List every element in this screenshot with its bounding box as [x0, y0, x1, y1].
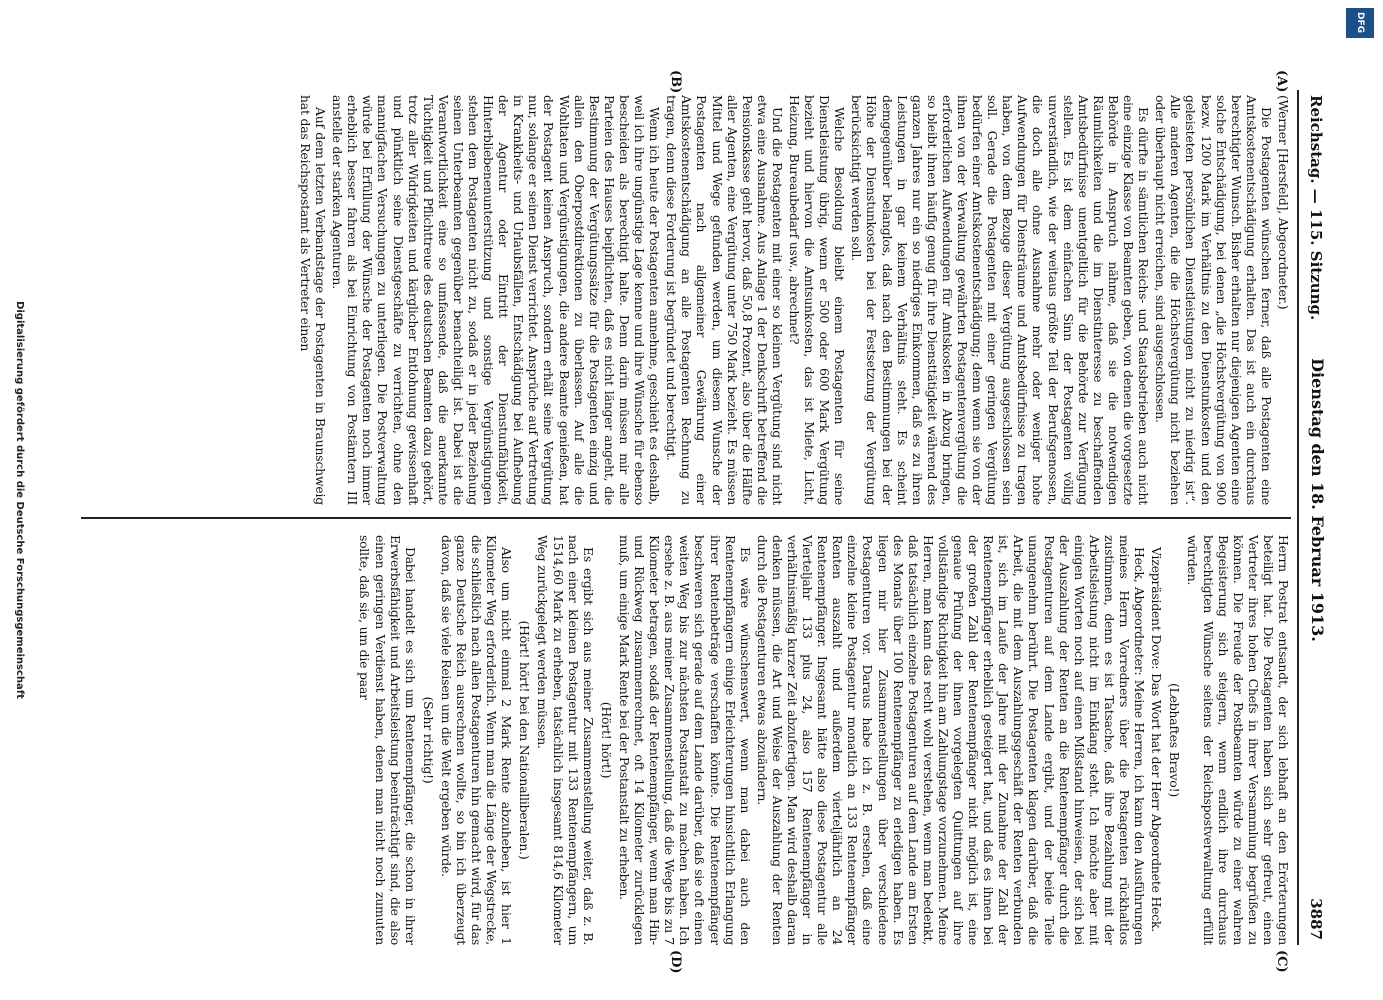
paragraph: Welche Besoldung bleibt einem Postagenten für seine Dienstleistung übrig, wenn er 500 oder 600 Mark Vergütung bezieht und hiervon die Amtsunkosten, das ist Miete, Licht, Heizung, Bureaubedarf usw., abrechnet? — [787, 95, 848, 505]
right-column — [81, 535, 1291, 945]
interjection: (Sehr richtig!) — [420, 696, 436, 784]
margin-marker-c: (C) — [1274, 950, 1289, 973]
dfg-logo: DFG — [1346, 8, 1374, 38]
column-divider — [81, 517, 1291, 519]
header-date: Dienstag den 18. Februar 1913. — [1308, 358, 1327, 642]
paragraph: Es wäre wünschenswert, wenn man dabei auch den Rentenempfängern einige Erleichterungen hinsichtlich Erlangung ihrer Rentenbeträge verschaffen könnte. Die Rentenempfänger beschweren sich gerade auf dem Lande darüber, daß sie oft einen weiten Weg bis zur nächsten Postanstalt zu machen haben. Ich ersehe z. B. aus meiner Zusammenstellung, daß die Wege bis zu 7 Kilometer betragen, sodaß der Rentenempfänger, wenn man Hin- und Rückweg zusammenrechnet, oft 14 Kilometer zurücklegen muß, um einige Mark Rente bei der Postanstalt zu erheben. — [616, 535, 753, 945]
digitization-credit: Digitalisierung gefördert durch die Deutsche Forschungsgemeinschaft — [14, 301, 25, 699]
margin-marker-d: (D) — [668, 950, 683, 974]
paragraph: Wenn ich heute der Postagenten annehme, geschieht es deshalb, weil ich ihre ungünstige Lage kenne und ihre Wünsche für ebenso bescheiden als berechtigt halte. Denn darin müssen mir alle Parteien des Hauses beipflichten, daß es nicht länger angeht, die Bestimmung der Vergütungssätze für die Postagenten einzig und allein den Oberpostdirektionen zu überlassen. Auf alle die Wohltaten und Vergünstigungen, die andere Beamte genießen, hat der Postagent keinen Anspruch, sondern erhält seine Vergütung nur, solange er seinen Dienst verrichtet. Ansprüche auf Vertretung in Krankheits- und Urlaubsfällen, Entschädigung bei Aufhebung der Agentur oder Eintritt der Dienstunfähigkeit, Hinterbliebenenunterstützung und sonstige Vergünstigungen stehen dem Postagenten nicht zu, sodaß er in jeder Beziehung seinen Unterbeamten gegenüber benachteiligt ist. Dabei ist die Verantwortlichkeit eine so umfassende, daß die anerkannte Tüchtigkeit und Pflichttreue des deutschen Beamten dazu gehört, trotz aller Widrigkeiten und kärglicher Entlohnung gewissenhaft und pünktlich seine Dienstgeschäfte zu verrichten, ohne den mannigfachen Versuchungen zu unterliegen. Die Postverwaltung würde bei Erfüllung der Wünsche der Postagenten noch immer erheblich besser fahren als bei Einrichtung von Postämtern III anstelle der starken Agenturen. — [330, 95, 663, 505]
paragraph: Dabei handelt es sich um Rentenempfänger, die schon in ihrer Erwerbsfähigkeit und Arbeitsleistung beeinträchtigt sind, die also einen geringen Verdienst haben, denen man nicht noch zumuten sollte, daß sie, um die paar — [357, 535, 418, 945]
header-session: Reichstag. — 115. Sitzung. — [1307, 95, 1325, 321]
header-page-number: 3887 — [1307, 898, 1325, 940]
paragraph: Auf dem letzten Verbandstage der Postagenten in Braunschweig hat das Reichspostamt als Vertreter einen — [298, 95, 329, 505]
paragraph: Es dürfte in sämtlichen Reichs- und Staatsbetrieben auch nicht eine einzige Klasse von Beamten geben, von denen die vorgesetzte Behörde in Anspruch nähme, daß sie die notwendigen Räumlichkeiten und die im Dienstinteresse zu beschaffenden Amtsbedürfnisse unentgeltlich für die Behörde zur Verfügung stellen. Es ist dem einfachen Sinn der Postagenten völlig unverständlich, wie der weitaus größte Teil der Berufsgenossen, die doch alle ohne Ausnahme mehr oder weniger hohe Aufwendungen für Diensträume und Amtsbedürfnisse zu tragen haben, von dem Bezuge dieser Vergütung ausgeschlossen sein soll. Gerade die Postagenten mit einer geringen Vergütung bedürfen einer Amtskostenentschädigung; denn wenn sie von der ihnen von der Verwaltung gewährten Postagentenvergütung die erforderlichen Aufwendungen für Amtskosten in Abzug bringen, so bleibt ihnen häufig genug für ihre Diensttätigkeit während des ganzen Jahres nur ein so niedriges Einkommen, daß es zu ihren Leistungen in gar keinem Verhältnis steht. Es scheint demgegenüber belanglos, daß nach den Bestimmungen bei der Höhe der Dienstunkosten bei der Festsetzung der Vergütung berücksichtigt werden soll. — [849, 95, 1152, 505]
paragraph: Es ergibt sich aus meiner Zusammenstellung weiter, daß z. B. nach einer kleinen Postagentur mit 133 Rentenempfängern, um 1514,60 Mark zu erheben, tatsächlich insgesamt 814,6 Kilometer Weg zurückgelegt werden müssen. — [535, 535, 596, 945]
left-column — [81, 95, 1291, 505]
paragraph: Und die Postagenten mit einer so kleinen Vergütung sind nicht etwa eine Ausnahme. Aus Anlage 1 der Denkschrift betreffend die Pensionskasse geht hervor, daß 50,8 Prozent, also über die Hälfte aller Agenten, eine Vergütung unter 750 Mark bezieht. Es müssen Mittel und Wege gefunden werden, um diesem Wunsche der Postagenten nach allgemeiner Gewährung einer Amtskostenentschädigung an alle Postagenten Rechnung zu tragen, denn diese Forderung ist begründet und berechtigt. — [664, 95, 785, 505]
interjection: (Lebhaftes Bravo!) — [1167, 683, 1183, 797]
interjection: (Hört! hört! bei den Nationalliberalen.) — [517, 620, 533, 860]
page-header — [1283, 0, 1383, 1000]
paragraph: Heck, Abgeordneter: Meine Herren, ich kann den Ausführungen meines Herrn Vorredners über die Postagenten rückhaltlos zustimmen, denn es ist Tatsache, daß ihre Bezahlung mit der Arbeitsleistung nicht im Einklang steht. Ich möchte aber mit einigen Worten noch auf einen Mißstand hinweisen, der sich bei der Auszahlung der Renten an die Rentenempfänger durch die Postagenturen auf dem Lande ergibt, und der beide Teile unangenehm berührt. Die Postagenten klagen darüber, daß die Arbeit, die mit dem Auszahlungsgeschäft der Renten verbunden ist, sich im Laufe der Jahre mit der Zunahme der Zahl der Rentenempfänger erheblich gesteigert hat, und daß es ihnen bei der großen Zahl der Rentenempfänger nicht möglich ist, eine genaue Prüfung der ihnen vorgelegten Quittungen auf ihre vollständige Richtigkeit hin am Zahlungstage vorzunehmen. Meine Herren, man kann das recht wohl verstehen, wenn man bedenkt, daß tatsächlich einzelne Postagenturen auf dem Lande am Ersten des Monats über 100 Rentenempfänger zu erledigen haben. Es liegen mir hier Zusammenstellungen über verschiedene Postagenturen vor. Daraus habe ich z. B. ersehen, daß eine einzelne kleine Postagentur monatlich an 133 Rentenempfänger Renten auszahlt und außerdem vierteljährlich an 24 Rentenempfänger. Insgesamt hätte also diese Postagentur alle Vierteljahr 133 plus 24, also 157 Rentenempfänger in verhältnismäßig kurzer Zeit abzufertigen. Man wird deshalb daran denken müssen, die Art und Weise der Auszahlung der Renten durch die Postagenturen etwas abzuändern. — [754, 535, 1148, 945]
speaker-attribution: (Werner [Hersfeld], Abgeordneter.) — [1276, 95, 1291, 310]
speaker-announcement: Vizepräsident Dove: Das Wort hat der Herr Abgeordnete Heck. — [1149, 547, 1165, 933]
header-rule — [1297, 90, 1299, 945]
paragraph: Die Postagenten wünschen ferner, daß alle Postagenten eine Amtskostenentschädigung erhalten. Das ist auch ein durchaus berechtigter Wunsch. Bisher erhalten nur diejenigen Agenten eine solche Entschädigung, bei denen „die Höchstvergütung von 900 bezw. 1200 Mark im Verhältnis zu den Dienstunkosten und den geleisteten persönlichen Dienstleistungen nicht zu niedrig ist“. Alle anderen Agenten, die die Höchstvergütung nicht beziehen oder überhaupt nicht erreichen, sind ausgeschlossen. — [1153, 95, 1274, 505]
paragraph: Herrn Postrat entsandt, der sich lebhaft an den Erörterungen beteiligt hat. Die Postagenten haben sich sehr gefreut, einen Vertreter ihres hohen Chefs in ihrer Versammlung begrüßen zu können. Die Freude der Postbeamten würde zu einer wahren Begeisterung sich steigern, wenn endlich ihre durchaus berechtigten Wünsche seitens der Reichspostverwaltung erfüllt würden. — [1185, 535, 1291, 945]
interjection: (Hört! hört!) — [598, 701, 614, 779]
margin-marker-b: (B) — [668, 70, 683, 94]
margin-marker-a: (A) — [1274, 70, 1289, 93]
paragraph: Also um nicht einmal 2 Mark Rente abzuheben, ist hier 1 Kilometer Weg erforderlich. Wenn man die Länge der Wegstrecke, die schließlich nach allen Postagenturen hin gemacht wird, für das ganze Deutsche Reich ausrechnen wollte, so bin ich überzeugt davon, daß sie viele Reisen um die Welt ergeben würde. — [438, 535, 515, 945]
